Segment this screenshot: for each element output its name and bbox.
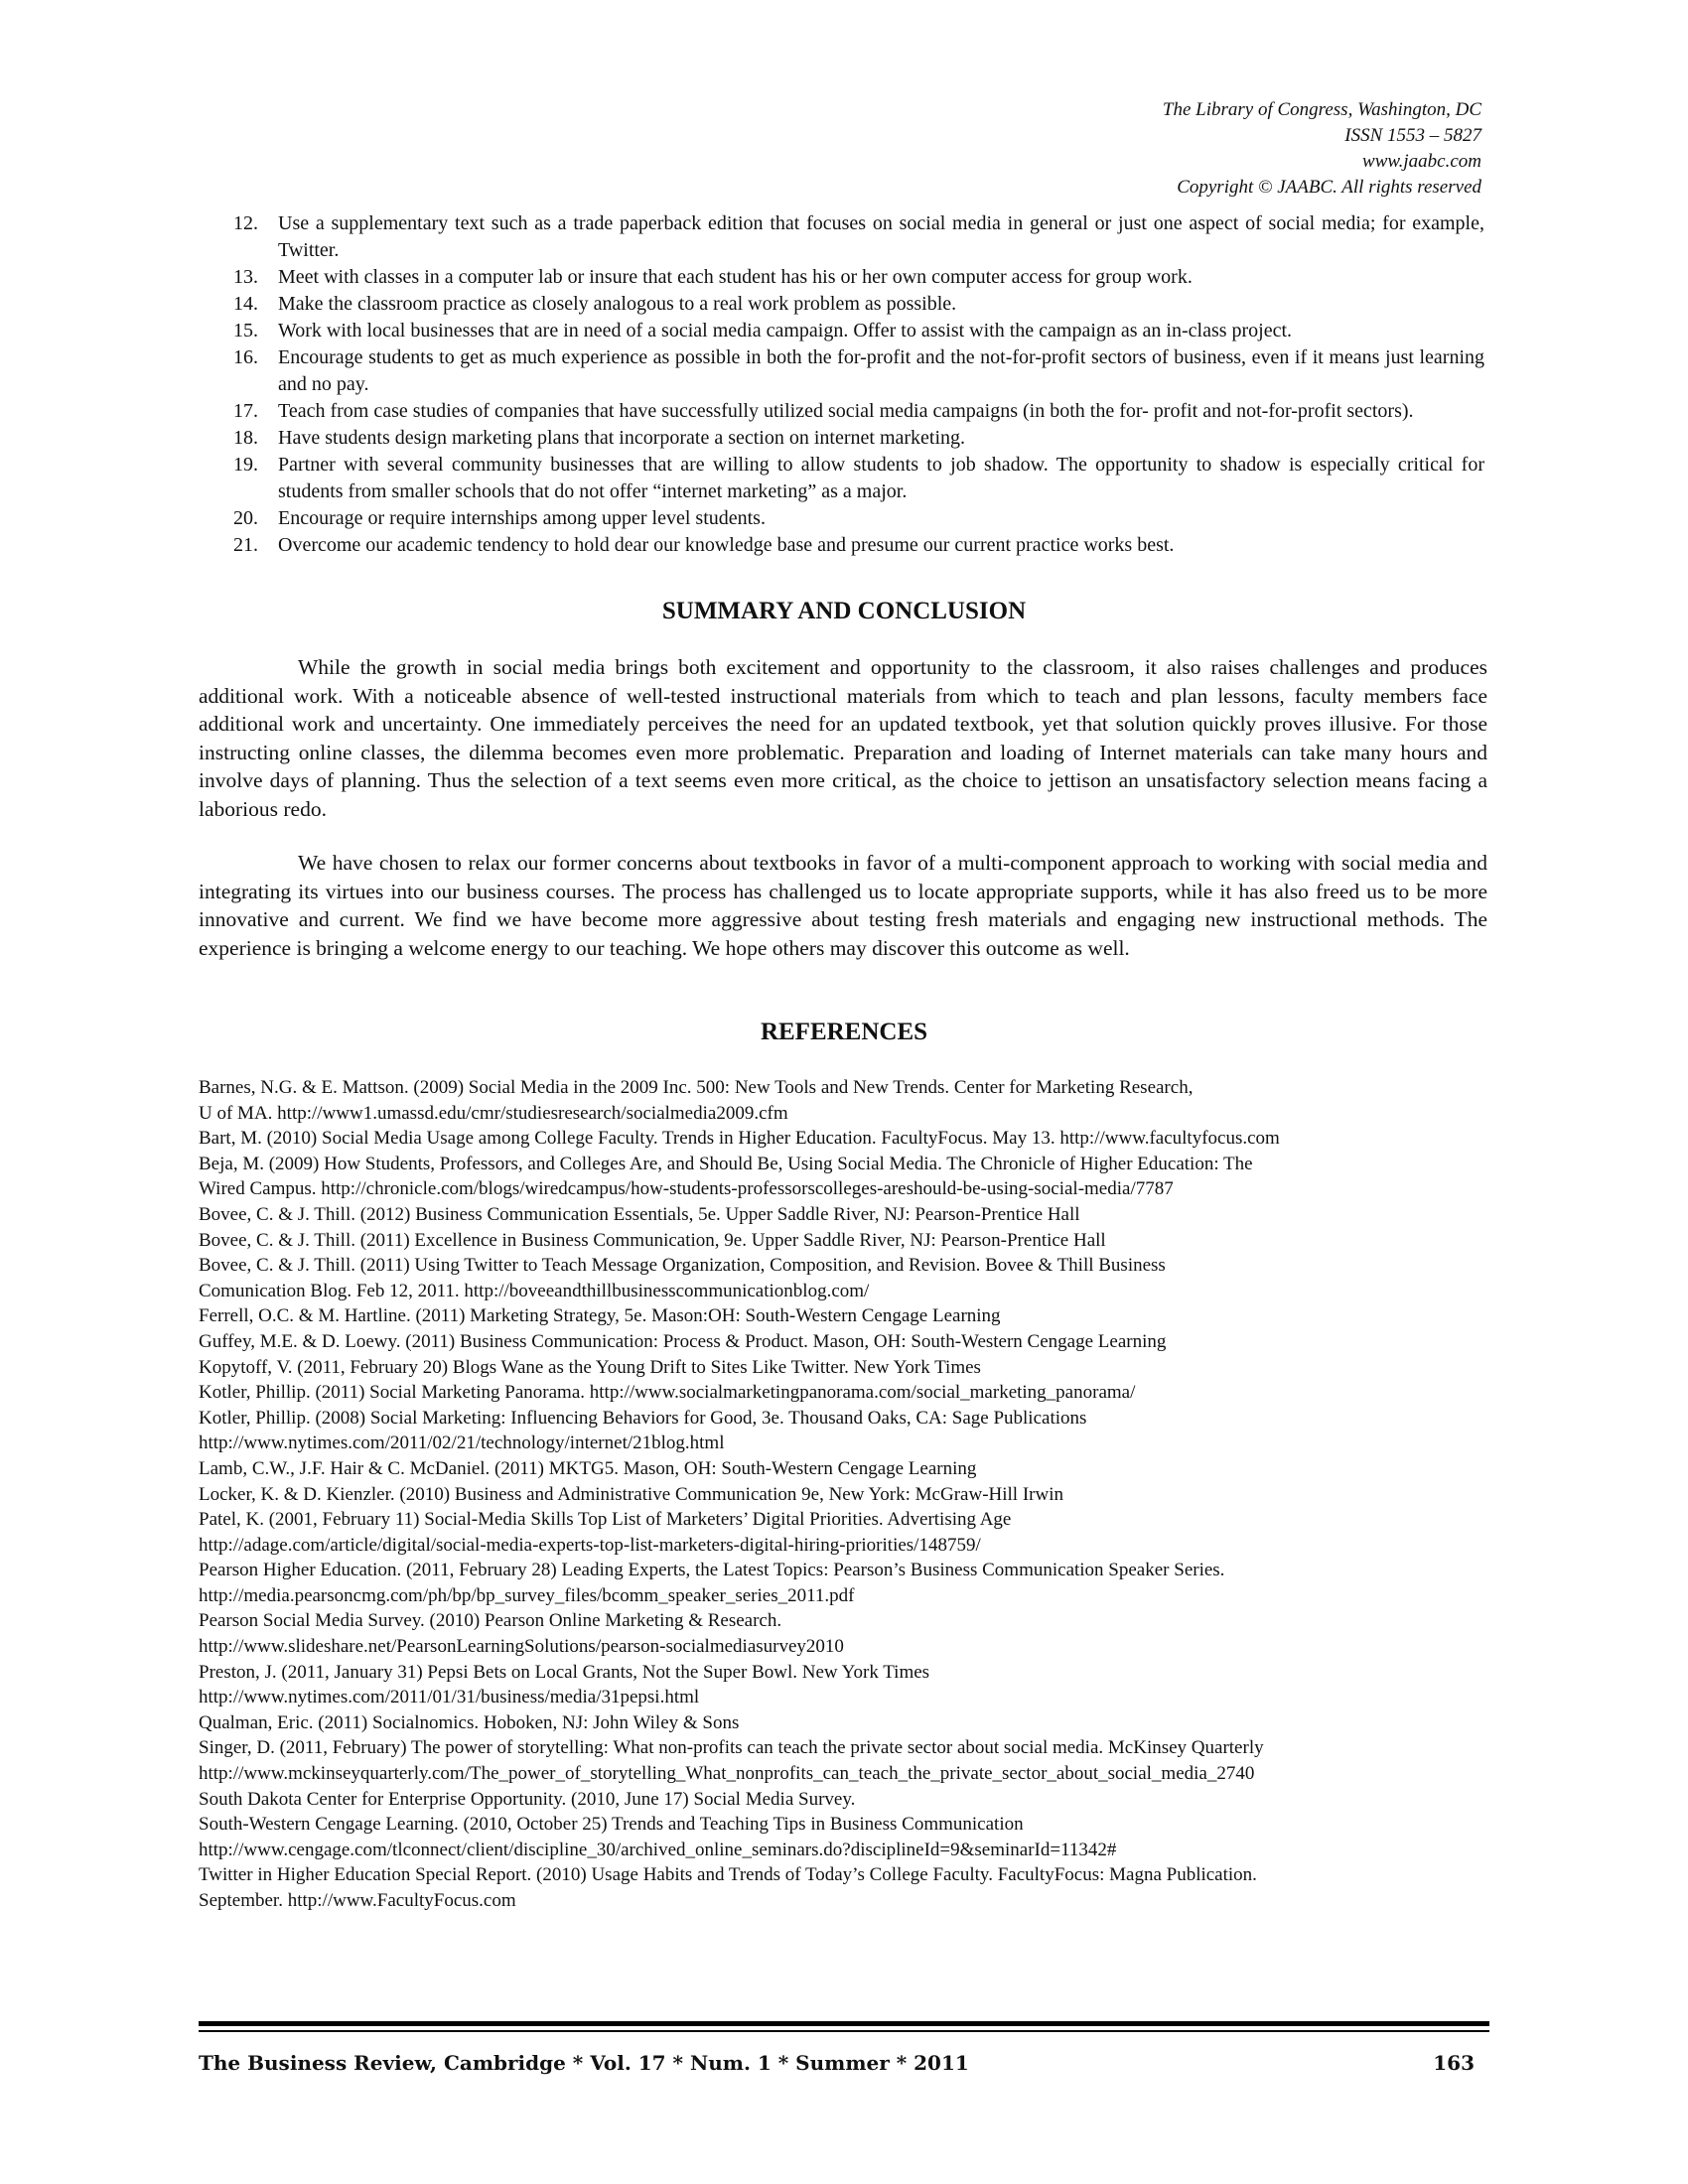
footer-rule-thick (199, 2021, 1489, 2026)
summary-paragraph-1: While the growth in social media brings both excitement and opportunity to the classroom, it also raises challenges and produces additional work. With a noticeable absence of well-tested instructional materials from which to teach and plan lessons, faculty members face additional work and uncertainty. One immediately perceives the need for an updated textbook, yet that solution quickly proves illusive. For those instructing online classes, the dilemma becomes even more problematic. Preparation and loading of Internet materials can take many hours and involve days of planning. Thus the selection of a text seems even more critical, as the choice to jettison an unsatisfactory selection means facing a laborious redo. (199, 655, 1487, 821)
reference-line: Kotler, Phillip. (2008) Social Marketing: Influencing Behaviors for Good, 3e. Thousand Oaks, CA: Sage Publications (199, 1407, 1087, 1429)
reference-line: Pearson Higher Education. (2011, February 28) Leading Experts, the Latest Topics: Pearson’s Business Communication Speaker Series. (199, 1560, 1225, 1581)
reference-line: http://www.nytimes.com/2011/02/21/technology/internet/21blog.html (199, 1433, 725, 1454)
reference-line: Comunication Blog. Feb 12, 2011. http://boveeandthillbusinesscommunicationblog.com/ (199, 1280, 870, 1301)
reference-line: Patel, K. (2001, February 11) Social-Media Skills Top List of Marketers’ Digital Priorities. Advertising Age (199, 1509, 1012, 1531)
reference-line: Bart, M. (2010) Social Media Usage among College Faculty. Trends in Higher Education. FacultyFocus. May 13. http://www.facultyfocus.com (199, 1128, 1280, 1150)
list-item-number: 21. (233, 534, 258, 556)
list-item-text: Encourage students to get as much experience as possible in both the for-profit and the not-for-profit sectors of business, even if it means just learning and no pay. (278, 346, 1484, 395)
reference-line: Preston, J. (2011, January 31) Pepsi Bets on Local Grants, Not the Super Bowl. New York Times (199, 1661, 930, 1683)
reference-line: South-Western Cengage Learning. (2010, October 25) Trends and Teaching Tips in Business Communication (199, 1814, 1024, 1836)
reference-line: Lamb, C.W., J.F. Hair & C. McDaniel. (2011) MKTG5. Mason, OH: South-Western Cengage Learning (199, 1457, 977, 1479)
reference-line: http://www.cengage.com/tlconnect/client/discipline_30/archived_online_seminars.do?disciplineId=9&seminarId=11342# (199, 1839, 1117, 1860)
list-item-number: 17. (233, 400, 258, 422)
list-item-number: 14. (233, 293, 258, 315)
header-line-copyright: Copyright © JAABC. All rights reserved (1177, 177, 1481, 198)
reference-line: U of MA. http://www1.umassd.edu/cmr/studiesresearch/socialmedia2009.cfm (199, 1102, 788, 1124)
list-item-text: Meet with classes in a computer lab or insure that each student has his or her own computer access for group work. (278, 266, 1193, 288)
reference-line: http://www.nytimes.com/2011/01/31/business/media/31pepsi.html (199, 1687, 700, 1708)
list-item (233, 505, 1484, 532)
list-item-text: Encourage or require internships among upper level students. (278, 507, 766, 529)
list-item-text: Have students design marketing plans that incorporate a section on internet marketing. (278, 427, 966, 449)
list-item-number: 20. (233, 507, 258, 529)
list-item (233, 452, 1484, 505)
list-item-text: Teach from case studies of companies that have successfully utilized social media campaigns (in both the for- profit and not-for-profit sectors). (278, 400, 1414, 422)
reference-line: Bovee, C. & J. Thill. (2012) Business Communication Essentials, 5e. Upper Saddle River, NJ: Pearson-Prentice Hall (199, 1203, 1080, 1225)
list-item-number: 16. (233, 346, 258, 368)
list-item-number: 19. (233, 454, 258, 476)
list-item (233, 264, 1484, 291)
reference-line: Kotler, Phillip. (2011) Social Marketing Panorama. http://www.socialmarketingpanorama.com/social_marketing_panorama/ (199, 1382, 1136, 1404)
reference-line: Beja, M. (2009) How Students, Professors, and Colleges Are, and Should Be, Using Social Media. The Chronicle of Higher Education: The (199, 1153, 1253, 1174)
page-number: 163 (1433, 2051, 1475, 2075)
header-line-website: www.jaabc.com (1362, 151, 1481, 172)
reference-line: Wired Campus. http://chronicle.com/blogs/wiredcampus/how-students-professorscolleges-areshould-be-using-social-media/7787 (199, 1178, 1174, 1200)
list-item-number: 18. (233, 427, 258, 449)
reference-line: Bovee, C. & J. Thill. (2011) Using Twitter to Teach Message Organization, Composition, and Revision. Bovee & Thill Business (199, 1255, 1166, 1277)
list-item-text: Partner with several community businesses that are willing to allow students to job shadow. The opportunity to shadow is especially critical for students from smaller schools that do not offer “internet marketing” as a major. (278, 454, 1484, 502)
reference-line: September. http://www.FacultyFocus.com (199, 1890, 516, 1911)
reference-line: Pearson Social Media Survey. (2010) Pearson Online Marketing & Research. (199, 1610, 782, 1632)
reference-line: http://adage.com/article/digital/social-media-experts-top-list-marketers-digital-hiring-priorities/148759/ (199, 1534, 981, 1556)
summary-paragraph-2: We have chosen to relax our former concerns about textbooks in favor of a multi-component approach to working with social media and integrating its virtues into our business courses. The process has challenged us to locate appropriate supports, while it has also freed us to be more innovative and current. We find we have become more aggressive about testing fresh materials and engaging new instructional methods. The experience is bringing a welcome energy to our teaching. We hope others may discover this outcome as well. (199, 851, 1487, 960)
list-item (233, 344, 1484, 398)
list-item (233, 210, 1484, 264)
header-line-library: The Library of Congress, Washington, DC (1162, 99, 1481, 120)
references-heading: REFERENCES (760, 1019, 928, 1045)
summary-heading: SUMMARY AND CONCLUSION (661, 598, 1027, 624)
list-item-text: Overcome our academic tendency to hold dear our knowledge base and presume our current practice works best. (278, 534, 1175, 556)
reference-line: http://www.slideshare.net/PearsonLearningSolutions/pearson-socialmediasurvey2010 (199, 1636, 844, 1658)
reference-line: Kopytoff, V. (2011, February 20) Blogs Wane as the Young Drift to Sites Like Twitter. New York Times (199, 1356, 981, 1378)
reference-line: South Dakota Center for Enterprise Opportunity. (2010, June 17) Social Media Survey. (199, 1788, 856, 1810)
reference-line: Locker, K. & D. Kienzler. (2010) Business and Administrative Communication 9e, New York: McGraw-Hill Irwin (199, 1483, 1063, 1505)
reference-line: Guffey, M.E. & D. Loewy. (2011) Business Communication: Process & Product. Mason, OH: South-Western Cengage Learning (199, 1330, 1167, 1352)
recommendation-list (233, 210, 1484, 559)
list-item-text: Work with local businesses that are in need of a social media campaign. Offer to assist with the campaign as an in-class project. (278, 320, 1293, 341)
page-footer (199, 2051, 1475, 2075)
header-line-issn: ISSN 1553 – 5827 (1344, 125, 1481, 146)
reference-line: Ferrell, O.C. & M. Hartline. (2011) Marketing Strategy, 5e. Mason:OH: South-Western Cengage Learning (199, 1305, 1001, 1327)
list-item-text: Make the classroom practice as closely analogous to a real work problem as possible. (278, 293, 957, 315)
journal-header (1163, 97, 1481, 201)
list-item-number: 15. (233, 320, 258, 341)
reference-line: http://media.pearsoncmg.com/ph/bp/bp_survey_files/bcomm_speaker_series_2011.pdf (199, 1584, 855, 1606)
references-list (199, 1075, 1499, 1914)
reference-line: Twitter in Higher Education Special Report. (2010) Usage Habits and Trends of Today’s College Faculty. FacultyFocus: Magna Publication. (199, 1864, 1257, 1886)
footer-journal-citation: The Business Review, Cambridge * Vol. 17 * Num. 1 * Summer * 2011 (199, 2051, 969, 2075)
reference-line: http://www.mckinseyquarterly.com/The_power_of_storytelling_What_nonprofits_can_teach_the_private_sector_about_social_media_2740 (199, 1763, 1255, 1785)
list-item-text: Use a supplementary text such as a trade paperback edition that focuses on social media in general or just one aspect of social media; for example, Twitter. (278, 212, 1484, 261)
list-item (233, 532, 1484, 559)
list-item (233, 291, 1484, 318)
list-item-number: 12. (233, 212, 258, 234)
reference-line: Qualman, Eric. (2011) Socialnomics. Hoboken, NJ: John Wiley & Sons (199, 1711, 740, 1733)
list-item-number: 13. (233, 266, 258, 288)
reference-line: Bovee, C. & J. Thill. (2011) Excellence in Business Communication, 9e. Upper Saddle River, NJ: Pearson-Prentice Hall (199, 1229, 1106, 1251)
footer-rule-thin (199, 2030, 1489, 2032)
reference-line: Singer, D. (2011, February) The power of storytelling: What non-profits can teach the private sector about social media. McKinsey Quarterly (199, 1737, 1264, 1759)
list-item (233, 425, 1484, 452)
reference-line: Barnes, N.G. & E. Mattson. (2009) Social Media in the 2009 Inc. 500: New Tools and New Trends. Center for Marketing Research, (199, 1077, 1194, 1098)
list-item (233, 398, 1484, 425)
list-item (233, 318, 1484, 344)
